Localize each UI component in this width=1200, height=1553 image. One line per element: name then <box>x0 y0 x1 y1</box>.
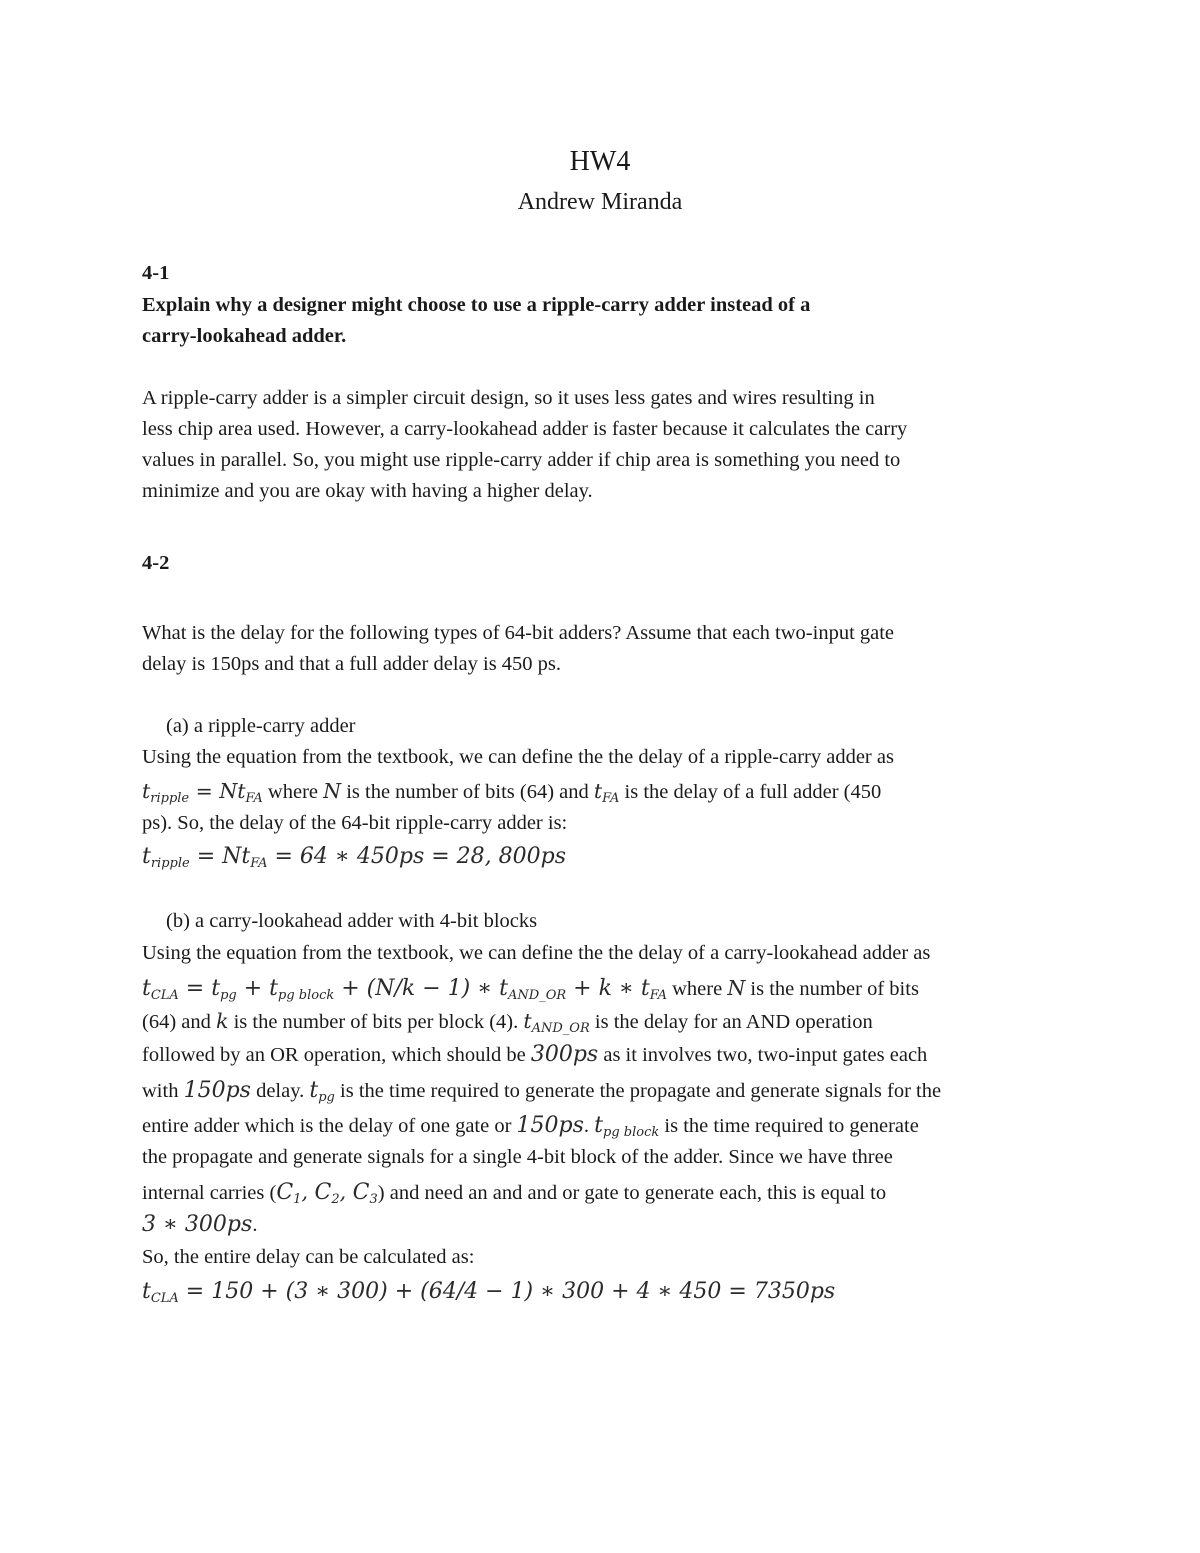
equation-text: = 64 ∗ 450ps = 28, 800ps <box>267 844 566 869</box>
answer-line: minimize and you are okay with having a higher delay. <box>142 480 593 502</box>
equation-subscript: FA <box>649 988 667 1003</box>
equation-value: 150ps <box>516 1113 584 1138</box>
equation-text: + t <box>236 976 278 1001</box>
part-a-text-line: Using the equation from the textbook, we can define the the delay of a ripple-carry adder as <box>142 746 894 768</box>
text-run: (64) and <box>142 1011 217 1033</box>
equation-variable: t <box>142 976 151 1001</box>
text-run: as it involves two, two-input gates each <box>598 1044 928 1066</box>
equation-subscript: AND_OR <box>531 1021 590 1036</box>
text-run: followed by an OR operation, which should be <box>142 1044 531 1066</box>
text-run: is the number of bits per block (4). <box>228 1011 524 1033</box>
equation-variable: N <box>323 779 342 803</box>
question-number-4-1: 4-1 <box>142 262 170 284</box>
equation-variable: C <box>276 1180 294 1205</box>
text-run: entire adder which is the delay of one gate or <box>142 1115 517 1137</box>
equation-variable: C <box>314 1180 332 1205</box>
equation-subscript: FA <box>245 791 263 806</box>
text-run: delay. <box>250 1080 310 1102</box>
equation-variable: C <box>352 1180 370 1205</box>
equation-variable: t <box>309 1078 319 1103</box>
question-prompt-line: What is the delay for the following types of 64-bit adders? Assume that each two-input gate <box>142 622 895 644</box>
text-run: is the time required to generate <box>659 1115 919 1137</box>
part-a-label: (a) a ripple-carry adder <box>166 715 356 737</box>
part-b-text-line: Using the equation from the textbook, we can define the the delay of a carry-lookahead adder as <box>142 942 931 964</box>
text-run: is the time required to generate the propagate and generate signals for the <box>334 1080 942 1102</box>
part-b-text-line <box>142 1209 257 1241</box>
text-run: where <box>666 978 728 1000</box>
question-prompt-line: Explain why a designer might choose to use a ripple-carry adder instead of a <box>142 294 811 316</box>
part-b-text-line: So, the entire delay can be calculated as: <box>142 1246 475 1268</box>
part-a-text-line: ps). So, the delay of the 64-bit ripple-carry adder is: <box>142 812 568 834</box>
equation-variable: k <box>216 1009 229 1033</box>
part-b-label: (b) a carry-lookahead adder with 4-bit blocks <box>166 910 538 932</box>
part-b-text-line <box>142 1075 941 1113</box>
equation-text: + (N/k − 1) ∗ t <box>334 976 509 1001</box>
equation-subscript: 3 <box>369 1192 378 1207</box>
text-run: with <box>142 1080 184 1102</box>
document-title: HW4 <box>569 146 631 177</box>
equation-text: + k ∗ t <box>566 976 650 1001</box>
equation-subscript: pg block <box>603 1125 660 1140</box>
equation-subscript: AND_OR <box>508 988 567 1003</box>
equation-value: 150ps <box>183 1078 251 1103</box>
answer-line: values in parallel. So, you might use ripple-carry adder if chip area is something you need to <box>142 449 901 471</box>
equation-variable: t <box>142 779 151 803</box>
question-number-4-2: 4-2 <box>142 552 170 574</box>
equation-subscript: CLA <box>150 1291 179 1306</box>
equation-subscript: 1 <box>293 1192 302 1207</box>
equation-variable: t <box>593 779 603 803</box>
equation-subscript: ripple <box>150 791 190 806</box>
part-b-text-line: the propagate and generate signals for a single 4-bit block of the adder. Since we have three <box>142 1146 893 1168</box>
equation-text: = Nt <box>189 844 251 869</box>
part-b-result-equation <box>142 1275 835 1314</box>
text-run: ) and need an and and or gate to generate each, this is equal to <box>377 1182 887 1204</box>
equation-variable: t <box>142 844 151 869</box>
part-b-text-line <box>142 1039 927 1071</box>
equation-subscript: ripple <box>150 856 190 871</box>
text-run: where <box>262 781 324 803</box>
text-run: . <box>252 1214 258 1236</box>
equation-variable: N <box>727 976 746 1000</box>
equation-variable: t <box>142 1279 151 1304</box>
equation-subscript: FA <box>250 856 268 871</box>
text-run: is the delay of a full adder (450 <box>619 781 882 803</box>
author-name: Andrew Miranda <box>517 189 683 215</box>
equation-subscript: pg block <box>278 988 335 1003</box>
equation-text: = Nt <box>189 779 246 803</box>
text-run: internal carries ( <box>142 1182 277 1204</box>
equation-variable: t <box>594 1113 604 1138</box>
equation-variable: t <box>523 1009 532 1033</box>
text-run: is the number of bits (64) and <box>341 781 594 803</box>
answer-line: less chip area used. However, a carry-lookahead adder is faster because it calculates the carry <box>142 418 908 440</box>
text-run: is the delay for an AND operation <box>589 1011 873 1033</box>
question-prompt-line: carry-lookahead adder. <box>142 325 347 347</box>
equation-text: = t <box>178 976 221 1001</box>
text-run: . <box>583 1115 595 1137</box>
part-a-result-equation <box>142 840 566 879</box>
text-run: is the number of bits <box>745 978 919 1000</box>
equation-text: = 150 + (3 ∗ 300) + (64/4 − 1) ∗ 300 + 4 ∗ 450 = 7350ps <box>178 1279 836 1304</box>
equation-subscript: pg <box>318 1090 335 1105</box>
question-prompt-line: delay is 150ps and that a full adder delay is 450 ps. <box>142 653 562 675</box>
equation-text: , <box>339 1180 353 1204</box>
equation-subscript: CLA <box>150 988 179 1003</box>
equation-subscript: pg <box>220 988 237 1003</box>
equation-text: , <box>301 1180 315 1204</box>
equation-value: 300ps <box>530 1042 599 1067</box>
equation-subscript: FA <box>602 791 620 806</box>
equation-subscript: 2 <box>331 1192 340 1207</box>
equation-value: 3 ∗ 300ps <box>142 1212 253 1237</box>
answer-line: A ripple-carry adder is a simpler circuit design, so it uses less gates and wires resulting in <box>142 387 875 409</box>
